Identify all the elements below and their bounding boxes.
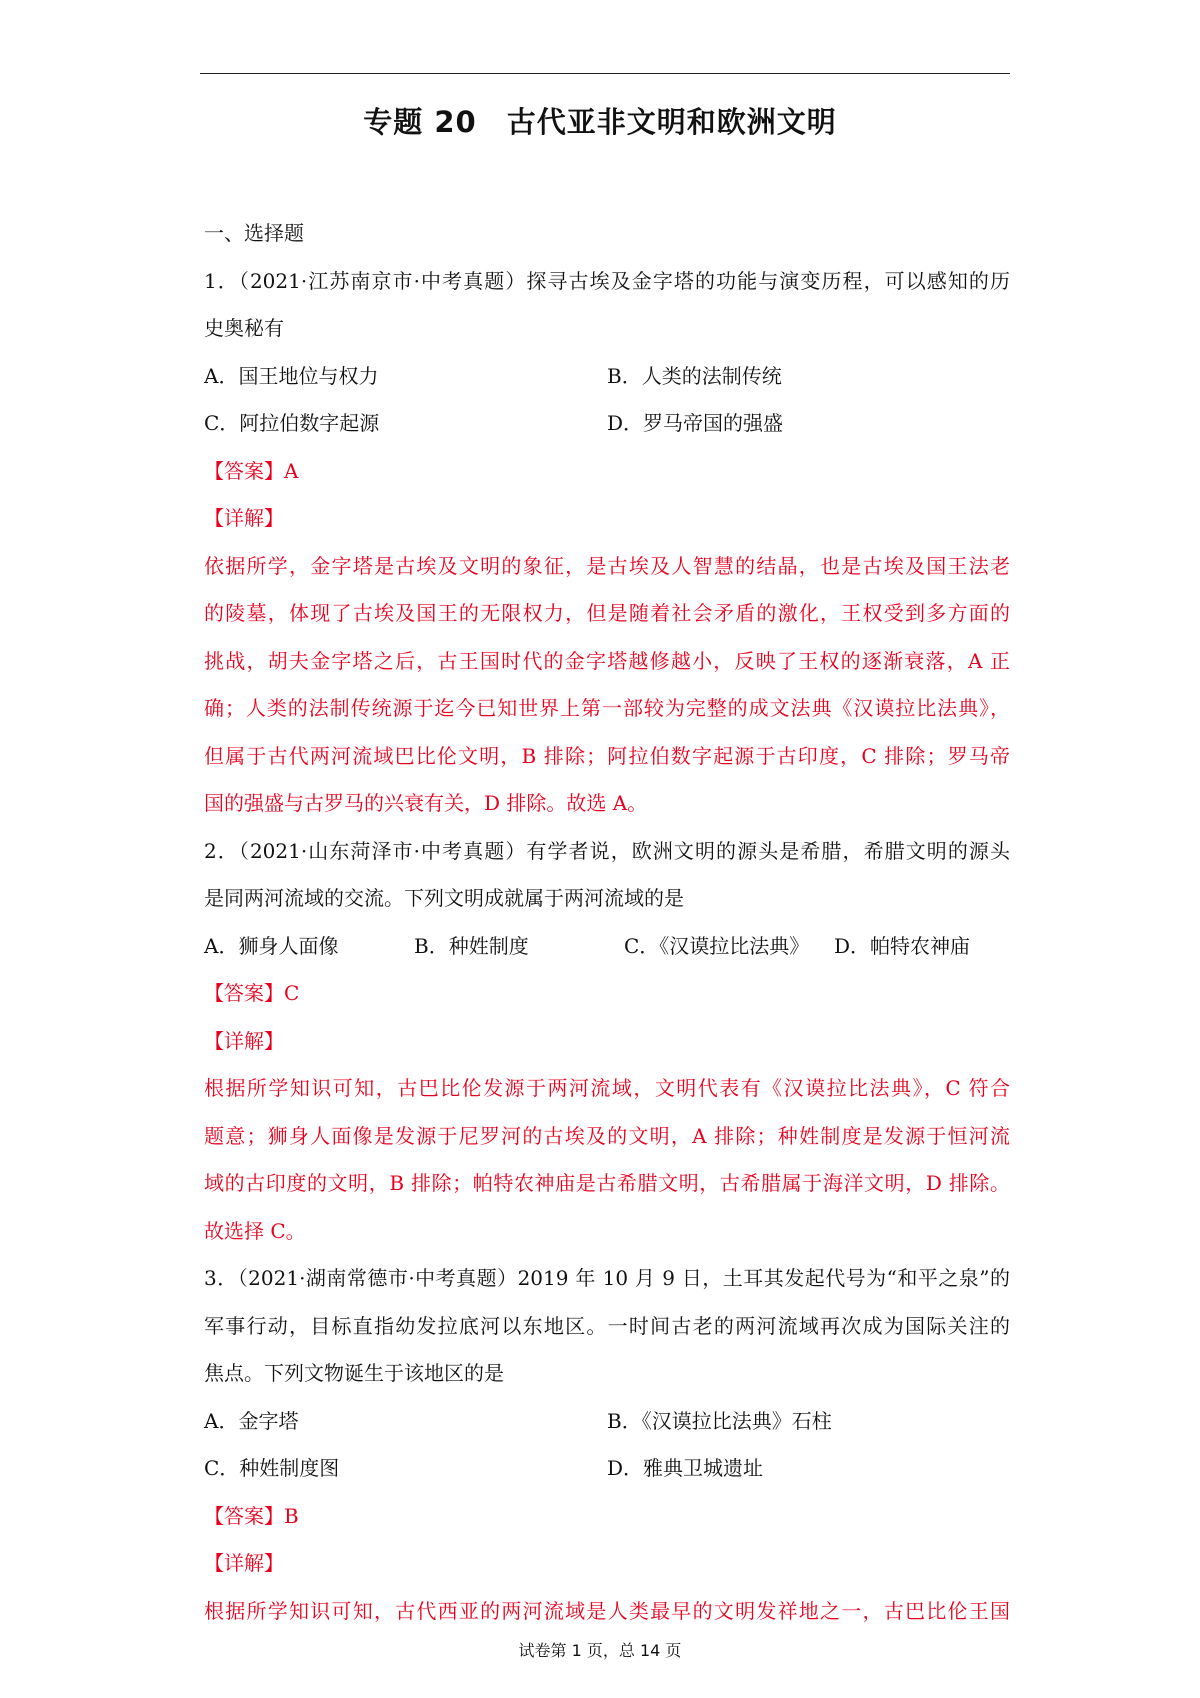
section-heading: 一、选择题 <box>204 221 304 245</box>
explanation-line: 但属于古代两河流域巴比伦文明，B 排除；阿拉伯数字起源于古印度，C 排除；罗马帝 <box>204 743 1010 768</box>
detail-tag: 【详解】 <box>204 1551 284 1575</box>
option-c: C．种姓制度图 <box>204 1456 340 1480</box>
options-row <box>204 1398 1010 1446</box>
option-b: B．《汉谟拉比法典》石柱 <box>607 1408 832 1433</box>
option-d: D．帕特农神庙 <box>834 933 971 958</box>
options-row <box>204 1445 1010 1493</box>
answer-tag: 【答案】 <box>204 981 284 1005</box>
options-row <box>204 353 1010 401</box>
explanation-line: 根据所学知识可知，古巴比伦发源于两河流域，文明代表有《汉谟拉比法典》，C 符合 <box>204 1076 1010 1100</box>
page-footer: 试卷第 1 页，总 14 页 <box>518 1641 682 1660</box>
question-stem: 2．（2021·山东菏泽市·中考真题）有学者说，欧洲文明的源头是希腊，希腊文明的源头 <box>204 838 1010 863</box>
answer-line <box>204 970 1010 1018</box>
explanation-line: 国的强盛与古罗马的兴衰有关，D 排除。故选 A。 <box>204 791 648 815</box>
question-stem: 3．（2021·湖南常德市·中考真题）2019 年 10 月 9 日，土耳其发起代号为“和平之泉”的 <box>204 1266 1010 1290</box>
explanation-line: 根据所学知识可知，古代西亚的两河流域是人类最早的文明发祥地之一，古巴比伦王国 <box>204 1598 1010 1623</box>
option-d: D．罗马帝国的强盛 <box>607 411 784 435</box>
question-stem: 焦点。下列文物诞生于该地区的是 <box>204 1361 504 1385</box>
explanation-line: 域的古印度的文明，B 排除；帕特农神庙是古希腊文明，古希腊属于海洋文明，D 排除。 <box>204 1171 1010 1195</box>
detail-tag: 【详解】 <box>204 1028 284 1053</box>
question-stem: 1．（2021·江苏南京市·中考真题）探寻古埃及金字塔的功能与演变历程，可以感知的历 <box>204 268 1010 293</box>
explanation-line: 挑战，胡夫金字塔之后，古王国时代的金字塔越修越小，反映了王权的逐渐衰落，A 正 <box>204 648 1010 673</box>
option-a: A．金字塔 <box>204 1408 299 1433</box>
question-stem: 是同两河流域的交流。下列文明成就属于两河流域的是 <box>204 886 684 910</box>
header-rule <box>200 73 1010 74</box>
option-b: B．种姓制度 <box>414 933 529 958</box>
answer-value: A <box>284 458 299 483</box>
explanation-line: 的陵墓，体现了古埃及国王的无限权力，但是随着社会矛盾的激化，王权受到多方面的 <box>204 601 1010 625</box>
option-c: C．《汉谟拉比法典》 <box>624 933 810 958</box>
question-stem: 军事行动，目标直指幼发拉底河以东地区。一时间古老的两河流域再次成为国际关注的 <box>204 1313 1010 1338</box>
option-a: A．国王地位与权力 <box>204 363 379 388</box>
question-3 <box>204 1255 1010 1635</box>
document-body <box>204 210 1010 1635</box>
answer-tag: 【答案】 <box>204 1503 284 1528</box>
answer-line <box>204 1493 1010 1541</box>
explanation-line: 确；人类的法制传统源于迄今已知世界上第一部较为完整的成文法典《汉谟拉比法典》， <box>204 696 1010 720</box>
options-row <box>204 400 1010 448</box>
answer-value: C <box>284 981 300 1005</box>
options-row <box>204 923 1010 971</box>
option-d: D．雅典卫城遗址 <box>607 1456 764 1480</box>
answer-tag: 【答案】 <box>204 458 284 483</box>
explanation-line: 故选择 C。 <box>204 1218 306 1243</box>
page-title: 专题 20 古代亚非文明和欧洲文明 <box>363 105 837 139</box>
option-c: C．阿拉伯数字起源 <box>204 411 380 435</box>
answer-value: B <box>284 1503 299 1528</box>
answer-line <box>204 448 1010 496</box>
option-b: B．人类的法制传统 <box>607 363 782 388</box>
option-a: A．狮身人面像 <box>204 933 339 958</box>
question-1 <box>204 258 1010 828</box>
question-stem: 史奥秘有 <box>204 316 284 340</box>
detail-tag: 【详解】 <box>204 506 284 530</box>
question-2 <box>204 828 1010 1256</box>
explanation-line: 题意；狮身人面像是发源于尼罗河的古埃及的文明，A 排除；种姓制度是发源于恒河流 <box>204 1123 1010 1148</box>
explanation-line: 依据所学，金字塔是古埃及文明的象征，是古埃及人智慧的结晶，也是古埃及国王法老 <box>204 553 1010 578</box>
